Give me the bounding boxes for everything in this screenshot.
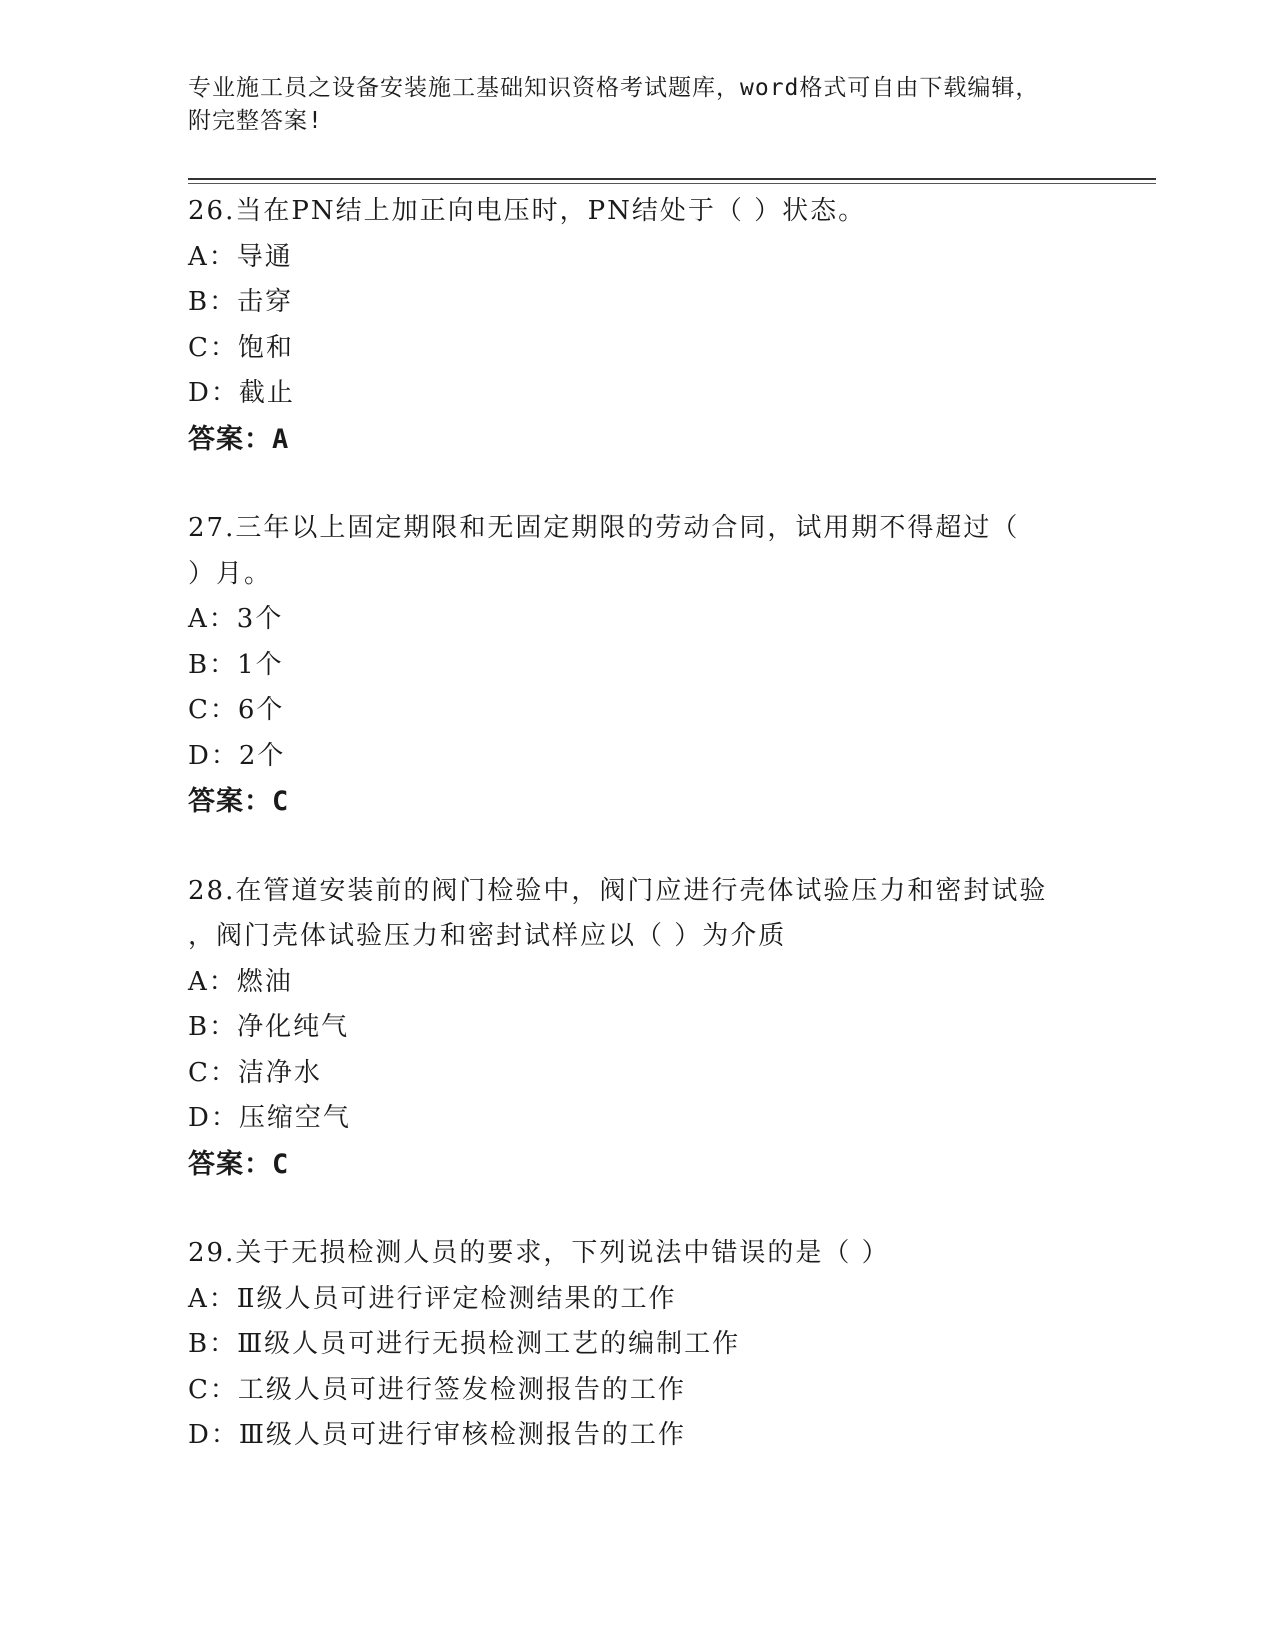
question-stem: 27.三年以上固定期限和无固定期限的劳动合同，试用期不得超过（	[188, 513, 1020, 543]
option-b: B：净化纯气	[188, 1012, 350, 1042]
option-b: B：1个	[188, 649, 284, 680]
header-line-2: 附完整答案!	[188, 108, 323, 134]
question-28	[188, 869, 1088, 1188]
option-d: D：2个	[188, 740, 286, 771]
option-c: C：6个	[188, 695, 285, 725]
question-27	[188, 506, 1088, 825]
question-stem-continued: ）月。	[188, 558, 273, 589]
option-a: A：Ⅱ级人员可进行评定检测结果的工作	[188, 1283, 677, 1314]
header-divider-thick	[188, 178, 1156, 180]
question-stem: 28.在管道安装前的阀门检验中，阀门应进行壳体试验压力和密封试验	[188, 875, 1048, 906]
option-c: C：洁净水	[188, 1057, 322, 1088]
option-d: D：压缩空气	[188, 1103, 351, 1133]
header-divider-thin	[188, 183, 1156, 184]
option-d: D：截止	[188, 378, 295, 408]
option-b: B：Ⅲ级人员可进行无损检测工艺的编制工作	[188, 1329, 741, 1359]
question-stem: 26.当在PN结上加正向电压时，PN结处于（ ）状态。	[188, 196, 867, 226]
answer: 答案：A	[188, 423, 290, 455]
question-29	[188, 1231, 1088, 1459]
answer: 答案：C	[188, 1148, 290, 1180]
option-b: B：击穿	[188, 287, 294, 317]
document-header	[188, 72, 1088, 138]
option-a: A：3个	[188, 604, 284, 634]
option-d: D：Ⅲ级人员可进行审核检测报告的工作	[188, 1420, 686, 1450]
question-list	[188, 189, 1088, 1503]
option-c: C：工级人员可进行签发检测报告的工作	[188, 1374, 686, 1405]
option-a: A：导通	[188, 241, 293, 272]
question-stem-continued: ，阀门壳体试验压力和密封试样应以（ ）为介质	[188, 921, 787, 951]
question-stem: 29.关于无损检测人员的要求，下列说法中错误的是（ ）	[188, 1238, 890, 1268]
header-line-1: 专业施工员之设备安装施工基础知识资格考试题库，word格式可自由下载编辑，	[188, 75, 1040, 101]
option-c: C：饱和	[188, 332, 294, 363]
question-26	[188, 189, 1088, 462]
option-a: A：燃油	[188, 966, 293, 997]
answer: 答案：C	[188, 786, 290, 817]
